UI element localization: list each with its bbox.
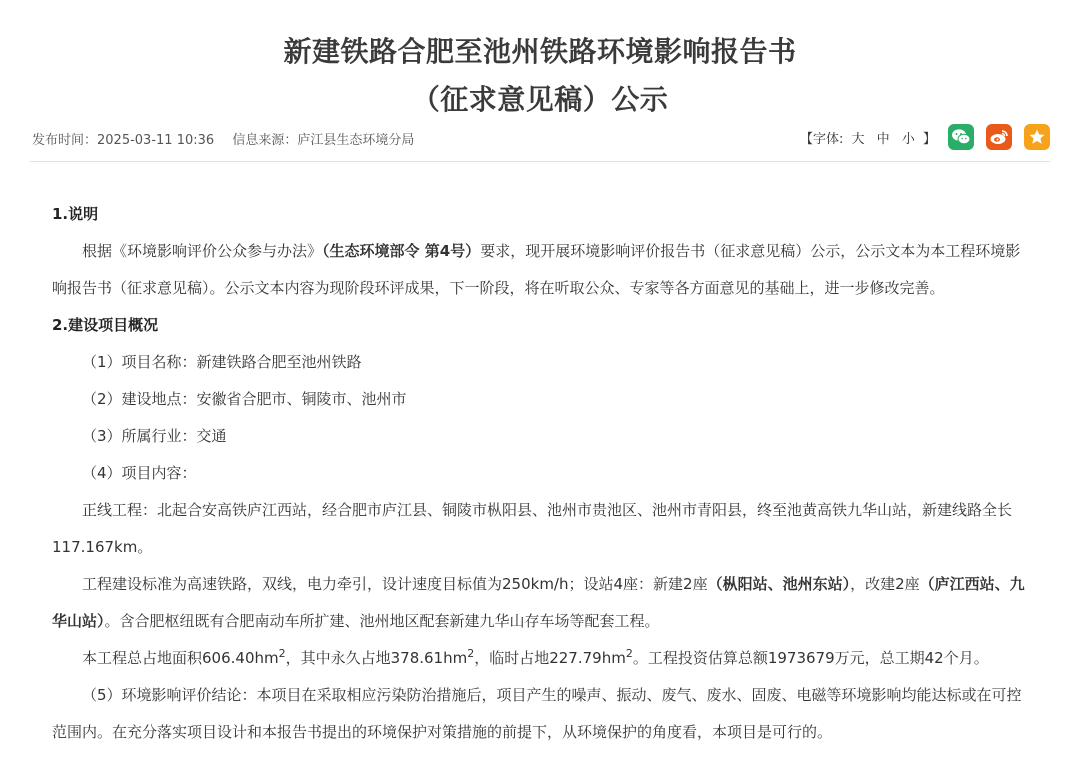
section-heading-1: 1.说明 — [52, 205, 99, 223]
text-segment: 本工程总占地面积606.40hm — [82, 649, 279, 667]
favorite-button[interactable] — [1024, 124, 1050, 150]
text-segment: ，改建2座 — [850, 575, 920, 593]
favorite-icon — [1028, 128, 1046, 146]
publish-label: 发布时间： — [32, 133, 98, 148]
text-segment-bold: （生态环境部令 第4号） — [322, 242, 481, 260]
section-heading-2: 2.建设项目概况 — [52, 316, 159, 334]
article-meta — [32, 129, 428, 148]
font-large-button[interactable]: 大 — [851, 131, 865, 147]
text-segment: 要求，现开展环境影响评价报告书（征求意见稿）公示，公示文本为本工程环境影响报告书（征求意见稿）。公示文本内容为现阶段环评成果，下一阶段，将在听取公众、专家等各方面意见的基础上，进一步修改完善。 — [52, 242, 1021, 297]
text-segment-bold: （庐江西站、九华山站） — [52, 575, 1025, 630]
text-segment-bold: （枞阳站、池州东站） — [707, 575, 851, 593]
article-title-line2: （征求意见稿）公示 — [411, 83, 669, 116]
text-segment: 。工程投资估算总额1973679万元，总工期42个月。 — [632, 649, 989, 667]
article-title-line1: 新建铁路合肥至池州铁路环境影响报告书 — [283, 35, 797, 68]
superscript: 2 — [278, 647, 286, 660]
font-size-control — [800, 128, 936, 147]
list-item: （4）项目内容： — [82, 464, 197, 482]
paragraph-area — [52, 640, 1030, 677]
paragraph-standard — [52, 566, 1030, 640]
superscript: 2 — [625, 647, 633, 660]
source-value: 庐江县生态环境分局 — [297, 133, 415, 148]
weibo-share-button[interactable] — [986, 124, 1012, 150]
weibo-icon — [989, 128, 1009, 146]
text-segment: 。含合肥枢纽既有合肥南动车所扩建、池州地区配套新建九华山存车场等配套工程。 — [104, 612, 660, 630]
font-small-button[interactable]: 小 — [901, 131, 915, 147]
superscript: 2 — [467, 647, 475, 660]
text-segment: 根据《环境影响评价公众参与办法》 — [82, 242, 323, 260]
font-control-close: 】 — [922, 131, 936, 147]
font-control-open: 【字体: — [799, 131, 844, 147]
text-segment: ，其中永久占地378.61hm — [285, 649, 468, 667]
source-label: 信息来源： — [232, 133, 298, 148]
list-item: （1）项目名称：新建铁路合肥至池州铁路 — [82, 353, 362, 371]
article-tools — [800, 124, 1050, 150]
text-segment: ，临时占地227.79hm — [474, 649, 626, 667]
list-item: （2）建设地点：安徽省合肥市、铜陵市、池州市 — [82, 390, 407, 408]
article-body — [52, 196, 1030, 751]
paragraph-description — [52, 233, 1030, 307]
header-divider — [30, 161, 1050, 162]
list-item: （5）环境影响评价结论：本项目在采取相应污染防治措施后，项目产生的噪声、振动、废气、废水、固废、电磁等环境影响均能达标或在可控范围内。在充分落实项目设计和本报告书提出的环境保护对策措施的前提下，从环境保护的角度看，本项目是可行的。 — [52, 686, 1022, 741]
wechat-icon — [951, 128, 971, 146]
paragraph-mainline: 正线工程：北起合安高铁庐江西站，经合肥市庐江县、铜陵市枞阳县、池州市贵池区、池州市青阳县，终至池黄高铁九华山站，新建线路全长117.167km。 — [52, 501, 1013, 556]
text-segment: 工程建设标准为高速铁路，双线，电力牵引，设计速度目标值为250km/h；设站4座：新建2座 — [82, 575, 708, 593]
list-item: （3）所属行业：交通 — [82, 427, 227, 445]
wechat-share-button[interactable] — [948, 124, 974, 150]
publish-time: 2025-03-11 10:36 — [97, 133, 215, 148]
font-medium-button[interactable]: 中 — [876, 131, 890, 147]
